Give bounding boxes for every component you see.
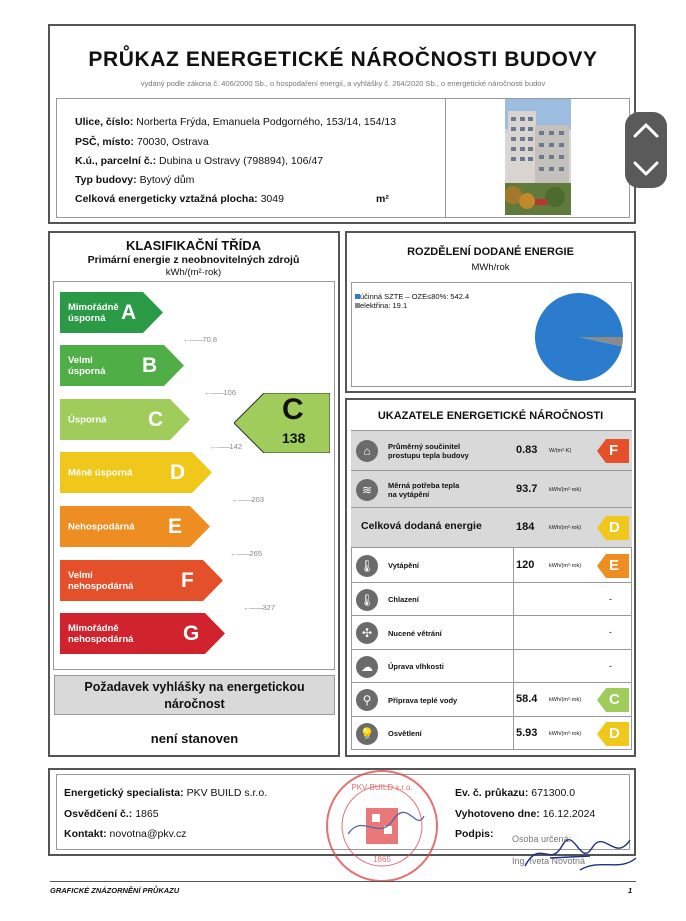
indicator-class-letter: D (609, 519, 620, 536)
lightbulb-icon: 💡 (356, 723, 378, 745)
indicator-value: 120 (516, 558, 535, 571)
house-icon: ⌂ (356, 440, 378, 462)
indicator-empty-value: - (609, 593, 612, 604)
result-value: 138 (282, 430, 306, 446)
class-label: Méně úsporná (68, 467, 133, 478)
class-letter: D (170, 460, 186, 484)
indicator-value: 184 (516, 521, 535, 533)
class-letter: A (121, 300, 137, 324)
pie-chart (532, 290, 626, 384)
bottom-rule (50, 881, 636, 882)
legend-label-electricity: elektřina: 19.1 (360, 301, 408, 310)
requirement-value: není stanoven (150, 731, 239, 746)
parcel-label: K.ú., parcelní č.: (75, 155, 157, 167)
class-arrow-d (60, 452, 212, 493)
indicator-row (351, 717, 632, 750)
indicator-row (351, 616, 632, 650)
humidity-icon: ☁ (356, 656, 378, 678)
page-number: 1 (628, 886, 633, 895)
class-letter: C (148, 407, 164, 431)
svg-text:1865: 1865 (373, 855, 391, 864)
parcel-value: Dubina u Ostravy (798894), 106/47 (159, 155, 324, 167)
indicator-value: 5.93 (516, 726, 538, 739)
indicator-row (351, 431, 632, 471)
indicator-name: Průměrný součinitel prostupu tepla budovy (388, 442, 469, 460)
indicator-row (351, 508, 632, 548)
indicator-class-badge (597, 722, 629, 746)
indicator-name: Příprava teplé vody (388, 695, 458, 705)
class-threshold: ←—— 142 (210, 442, 242, 451)
class-threshold: ←—— 203 (232, 495, 264, 504)
indicator-value: 93.7 (516, 482, 538, 495)
chevron-down-icon (625, 152, 667, 186)
indicator-unit: kWh/(m²·rok) (549, 697, 582, 703)
date-line (455, 808, 595, 820)
cooling-thermometer-icon: 🌡 (356, 589, 378, 611)
class-label: Velmi úsporná (68, 354, 106, 377)
zip-value: 70030, Ostrava (136, 136, 209, 148)
indicator-row (351, 650, 632, 683)
class-arrow-e (60, 506, 210, 547)
date-value: 16.12.2024 (542, 808, 596, 820)
record-label: Ev. č. průkazu: (455, 787, 529, 799)
specialist-value: PKV BUILD s.r.o. (186, 787, 268, 799)
signature-name: Ing. Iveta Novotná (512, 856, 586, 866)
class-threshold: ←—— 106 (204, 388, 236, 397)
indicator-name: Měrná potřeba tepla na vytápění (388, 480, 460, 499)
thermometer-icon: 🌡 (356, 555, 378, 577)
result-class: C (282, 393, 304, 426)
class-arrow-b (60, 345, 184, 386)
classification-title: KLASIFIKAČNÍ TŘÍDA (125, 238, 262, 253)
handwritten-signature (520, 828, 640, 878)
street-line (75, 116, 396, 128)
cert-line (64, 808, 159, 820)
indicator-name: Celková dodaná energie (361, 520, 482, 532)
parcel-line (75, 155, 323, 167)
date-label: Vyhotoveno dne: (455, 808, 540, 820)
indicator-name: Osvětlení (388, 729, 422, 738)
class-letter: E (168, 514, 183, 538)
indicator-class-badge (597, 516, 629, 540)
zip-label: PSČ, místo: (75, 136, 134, 148)
class-letter: G (183, 621, 200, 645)
record-value: 671300.0 (531, 787, 576, 799)
indicator-class-badge (597, 439, 629, 463)
requirement-title: Požadavek vyhlášky na energetickou náročnost (84, 680, 305, 711)
street-value: Norberta Frýda, Emanuela Podgorného, 153/14, 154/13 (136, 116, 397, 128)
class-letter: B (142, 353, 158, 377)
classification-subtitle: Primární energie z neobnovitelných zdrojů (87, 254, 300, 266)
class-arrow-f (60, 560, 223, 601)
class-arrow-a (60, 292, 163, 333)
class-label: Velmi nehospodárná (68, 569, 134, 592)
company-stamp (326, 770, 438, 882)
street-label: Ulice, číslo: (75, 116, 134, 128)
indicator-name: Vytápění (388, 561, 419, 570)
building-photo-divider (445, 99, 446, 217)
indicator-unit: kWh/(m²·rok) (549, 525, 582, 531)
indicator-empty-value: - (609, 627, 612, 637)
indicator-name: Chlazení (388, 595, 419, 604)
area-line (75, 193, 284, 205)
page-subtitle: vydaný podle zákona č. 406/2000 Sb., o hospodaření energií, a vyhlášky č. 264/2020 Sb., o energetické náročnosti budov (140, 79, 546, 88)
indicator-class-letter: E (609, 556, 620, 574)
indicator-unit: kWh/(m²·rok) (549, 486, 582, 493)
indicator-name: Nucené větrání (388, 628, 442, 638)
area-unit: m² (376, 193, 389, 205)
scroll-up-button[interactable] (625, 114, 667, 148)
contact-line (64, 828, 187, 840)
zip-line (75, 136, 209, 148)
type-label: Typ budovy: (75, 174, 137, 186)
pie-legend (355, 292, 469, 310)
contact-value: novotna@pkv.cz (109, 828, 187, 840)
indicators-title: UKAZATELE ENERGETICKÉ NÁROČNOSTI (377, 410, 604, 422)
specialist-line (64, 787, 267, 799)
type-value: Bytový dům (139, 174, 195, 186)
indicator-empty-value: - (609, 660, 612, 671)
indicator-unit: W/(m²·K) (549, 448, 572, 454)
signature-label: Podpis: (455, 828, 494, 840)
indicator-row (351, 683, 632, 717)
pie-slice-0 (535, 293, 623, 381)
indicator-row (351, 548, 632, 583)
area-value: 3049 (260, 193, 284, 205)
indicator-class-letter: F (609, 442, 619, 459)
class-letter: F (181, 568, 194, 592)
indicator-class-badge (597, 688, 629, 712)
classification-unit: kWh/(m²·rok) (165, 267, 222, 278)
legend-item-szte (355, 292, 469, 301)
specialist-label: Energetický specialista: (64, 787, 184, 799)
indicator-name: Úprava vlhkosti (388, 662, 444, 671)
scroll-down-button[interactable] (625, 152, 667, 186)
faucet-icon: ⚲ (356, 689, 378, 711)
heat-waves-icon: ≋ (356, 479, 378, 501)
class-label: Úsporná (68, 414, 107, 425)
indicator-unit: kWh/(m²·rok) (549, 562, 582, 569)
indicator-value: 58.4 (516, 693, 538, 705)
fan-icon: ✣ (356, 622, 378, 644)
svg-text:PKV BUILD s.r.o.: PKV BUILD s.r.o. (351, 783, 413, 792)
distribution-title: ROZDĚLENÍ DODANÉ ENERGIE (407, 246, 574, 258)
record-line (455, 787, 575, 799)
legend-label-szte: účinná SZTE – OZE≤80%: 542.4 (360, 292, 470, 301)
signature-person-label: Osoba určená: (512, 834, 572, 844)
contact-label: Kontakt: (64, 828, 107, 840)
cert-value: 1865 (135, 808, 159, 820)
page-title: PRŮKAZ ENERGETICKÉ NÁROČNOSTI BUDOVY (88, 48, 598, 71)
indicator-value: 0.83 (516, 444, 538, 456)
class-label: Nehospodárná (68, 521, 135, 532)
indicator-unit: kWh/(m²·rok) (549, 730, 582, 737)
indicator-row (351, 471, 632, 508)
class-threshold: ←—— 70.8 (183, 335, 217, 344)
distribution-unit: MWh/rok (471, 262, 510, 273)
legend-item-electricity (355, 301, 469, 310)
indicator-class-letter: D (609, 724, 620, 742)
class-label: Mimořádně nehospodárná (68, 622, 134, 645)
scroll-nav (625, 112, 667, 188)
class-arrow-c (60, 399, 190, 440)
class-label: Mimořádně úsporná (68, 301, 119, 324)
class-threshold: ←—— 327 (243, 603, 275, 612)
bottom-caption: GRAFICKÉ ZNÁZORNĚNÍ PRŮKAZU (50, 886, 180, 895)
area-label: Celková energeticky vztažná plocha: (75, 193, 258, 205)
indicator-class-badge (597, 554, 629, 578)
cert-label: Osvědčení č.: (64, 808, 133, 820)
building-photo (505, 99, 571, 215)
class-threshold: ←—— 265 (230, 549, 262, 558)
indicator-row (351, 583, 632, 616)
indicator-class-letter: C (609, 691, 620, 708)
type-line (75, 174, 194, 186)
class-arrow-g (60, 613, 225, 654)
chevron-up-icon (625, 114, 667, 148)
